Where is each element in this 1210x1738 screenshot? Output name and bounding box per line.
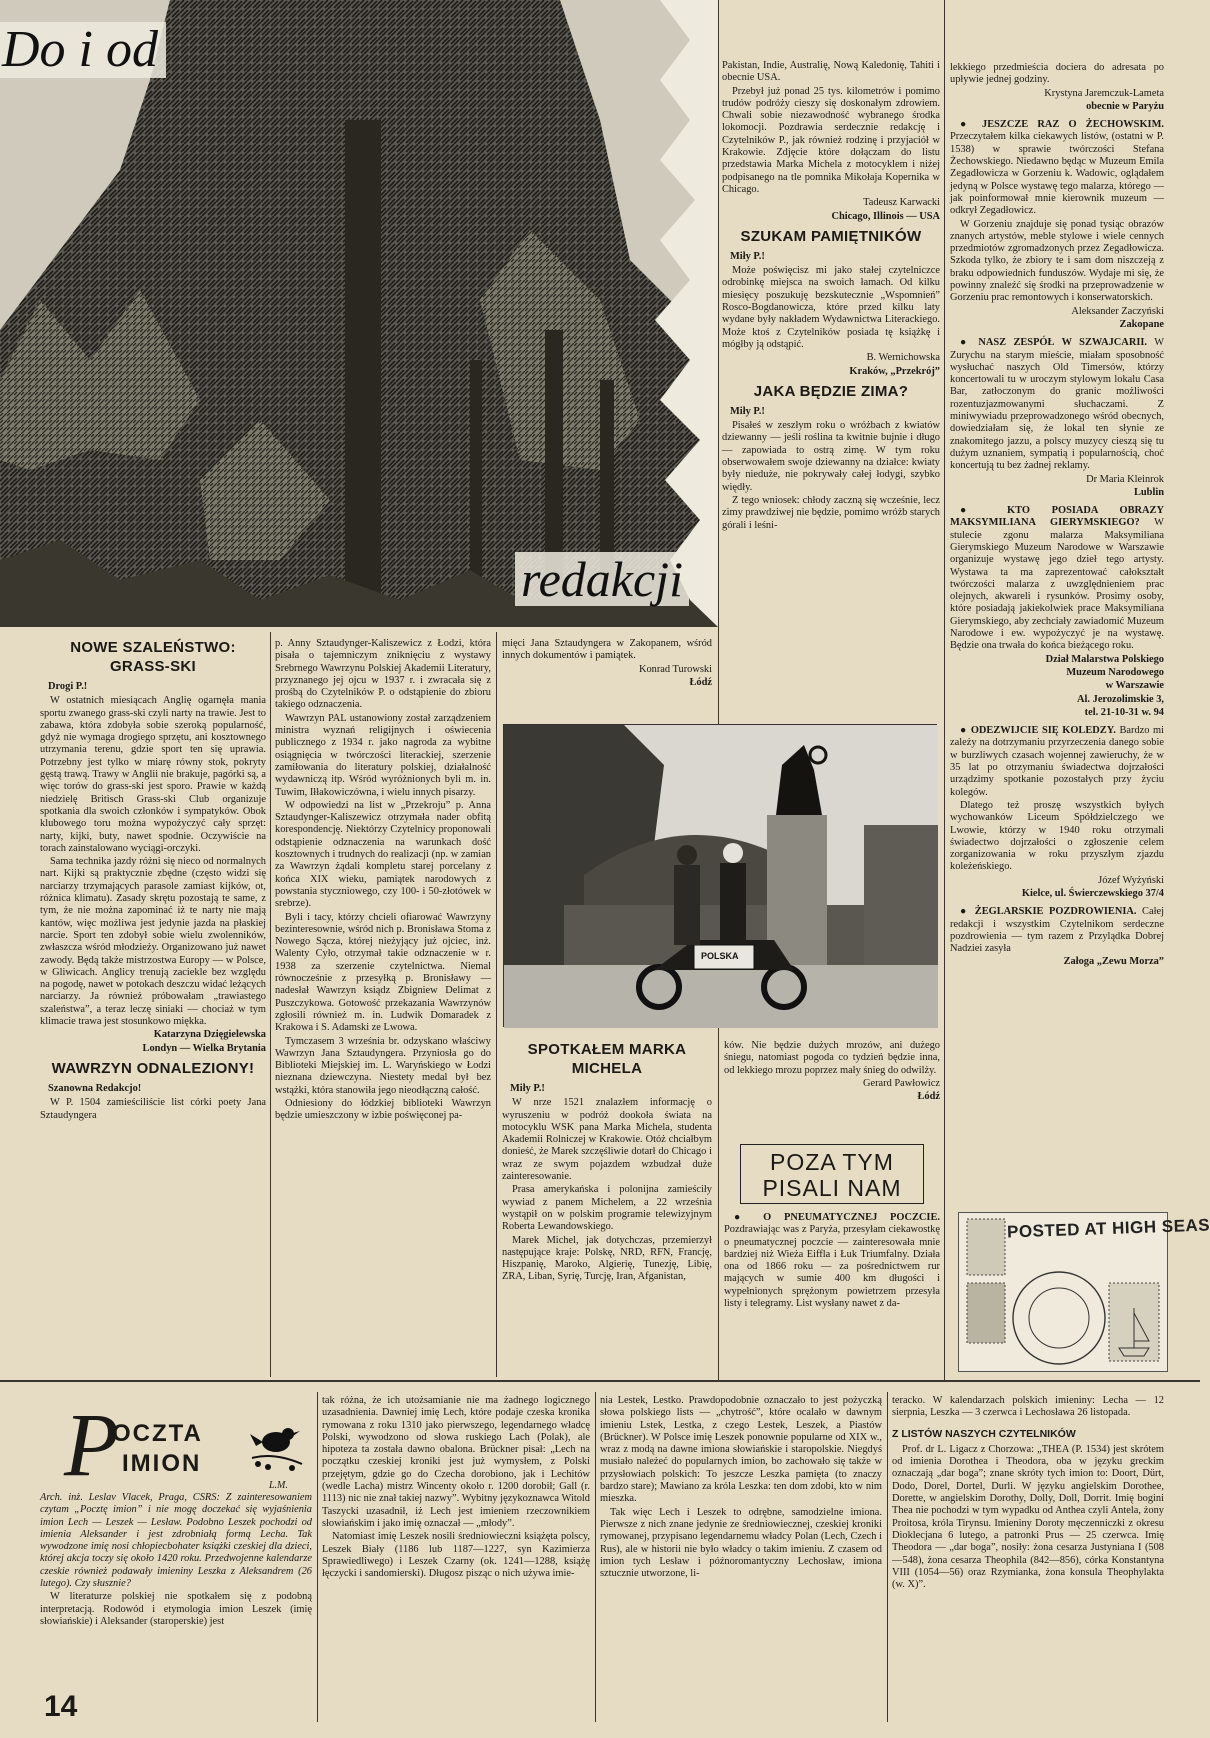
- pneumatyczna-head: ● O PNEUMATYCZNEJ POCZCIE.: [734, 1212, 940, 1223]
- szukam-sig-1: B. Wernichowska: [866, 352, 940, 364]
- gerard-para: ków. Nie będzie dużych mrozów, ani dużego śniegu, natomiast pogoda co tydzień będzie inna, od lekkiego mrozu poprzez mały śnieg do odwilży.: [724, 1040, 940, 1076]
- zechowski-text: Przeczytałem kilka ciekawych listów, (ostatni w P. 1538) w sprawie twórczości Stefana Żechowskiego. Niedawno będąc w Muzeum Emila Zegadłowicza w Gorzeniu k. Wadowic, oglądałem jedyną w Polsce wystawę tego malarza, którego — jak poinformował mnie kierownik muzeum — odkrył Zegadłowicz.: [950, 131, 1164, 217]
- column-3-top: [502, 638, 712, 714]
- gierymski-text: W stulecie zgonu malarza Maksymiliana Gierymskiego Muzeum Narodowe w Warszawie organizuje wystawę jego dzieł tego artysty. Wystawa ta ma zaprezentować całokształt twórczości malarza z uwzględnieniem prac olejnych, akwareli i rysunków. Prosimy osoby, które posiadają jakiekolwiek prace Maksymiliana Gierymskiego, aby zechciały zawiadomić Muzeum Narodowe i ew. wypożyczyć je na wystawę. Będzie ona trwała do końca bieżącego roku.: [950, 517, 1164, 652]
- poza-tym-line-2: PISALI NAM: [762, 1175, 902, 1201]
- column-4: [722, 60, 940, 565]
- grass-ski-sig-2: Londyn — Wielka Brytania: [142, 1042, 266, 1054]
- gerard-sig-1: Gerard Pawłowicz: [862, 1077, 940, 1089]
- grass-ski-para-2: Sama technika jazdy różni się nieco od normalnych nart. Kijki są praktycznie zbędne (często widzi się narciarzy trzymających parasole zamiast kijków, ot, różnica klimatu). Zasady skrętu pozostają te same, z tym, że nie można zapominać iż te narty nie mają kantów, więc możliwa jest jedynie jazda na płaskiej narcie. Sport ten zdobył sobie wielu zwolenników, zwłaszcza wśród młodzieży. Organizowano już nawet zawody. Będą także mistrzostwa Europy — w Polsce, w Gliwicach. Anglicy trenują zaciekle bez względu na pogodę, nawet w potokach deszczu widać leżących narciarzy. Ja również próbowałam „trawiastego szaleństwa”, a teraz leczę siniaki — chociaż w tym klimacie trawa jest stosunkowo miękka.: [40, 856, 266, 1028]
- c5-intro-sig-1: Krystyna Jaremczuk-Lameta: [1044, 87, 1164, 99]
- c2-para-2: Wawrzyn PAL ustanowiony został zarządzeniem ministra wyznań religijnych i oświecenia publicznego z 1934 r. jako nagroda za wybitne osiągnięcia w twórczości literackiej, szerzenie zamiłowania do literatury polskiej, działalność wydawniczą itp. Wśród wyróżnionych byli m. in. Tuwim, Iłłakowiczówna, i wielu innych pisarzy.: [275, 712, 491, 798]
- logo-word-imion: IMION: [122, 1450, 202, 1477]
- gierymski-sig-1: Dział Malarstwa Polskiego: [1045, 653, 1164, 665]
- poza-tym-line-1: POZA TYM: [770, 1149, 894, 1175]
- c5-intro: lekkiego przedmieścia dociera do adresata po upływie jednej godziny.: [950, 62, 1164, 86]
- gerard-sig-2: Łódź: [917, 1091, 940, 1103]
- koledzy-head: ● ODEZWIJCIE SIĘ KOLEDZY.: [960, 725, 1116, 737]
- szukam-title: SZUKAM PAMIĘTNIKÓW: [740, 227, 922, 245]
- gierymski-sig-3: w Warszawie: [1105, 680, 1164, 692]
- column-1: [40, 634, 266, 1376]
- c2-para-1: p. Anny Sztaudynger-Kaliszewicz z Łodzi, która pisała o tajemniczym zniknięciu z wystawy Srebrnego Wawrzynu Polskiej Akademii Literatury, przyznanego jej ojcu w 1937 r. i zwracała się z prośbą do Czytelników P. o odstąpienie do zbioru takiego odznaczenia.: [275, 638, 491, 711]
- page-number: 14: [44, 1690, 78, 1723]
- poczta-imion-logo: [64, 1396, 312, 1498]
- spotkalem-para-2: Prasa amerykańska i polonijna zamieściły wywiad z panem Michelem, a 22 września wystąpił on w polskim programie telewizyjnym Roberta Lewandowskiego.: [502, 1184, 712, 1233]
- zima-salutation: Miły P.!: [730, 405, 765, 417]
- poczta-c2b-text: Natomiast imię Leszek nosili średniowieczni książęta polscy, Leszek Biały (1186 lub 1187—1227, syn Kazimierza Sprawiedliwego) i Leszek Czarny (ok. 1241—1288, książę łęczycki i sandomierski). Długosz pisząc o nich używa imie-: [322, 1531, 590, 1580]
- bird-on-branch-icon: [244, 1412, 306, 1482]
- wawrzyn-title: WAWRZYN ODNALEZIONY!: [51, 1059, 255, 1077]
- koledzy-text: Bardzo mi zależy na dotrzymaniu przyrzeczenia danego sobie w burzliwych czasach wojennej zawieruchy, że w 35 lat po otrzymaniu świadectwa dojrzałości urządzimy spotkanie pozostałych przy życiu kolegów.: [950, 725, 1164, 798]
- c4-sig-2: Chicago, Illinois — USA: [831, 210, 940, 222]
- tree-illustration: [0, 0, 718, 627]
- poczta-c1b-text: W literaturze polskiej nie spotkałem się z podobną interpretacją. Rodowód i etymologia imion Leszek (imię słowiańskie) i Aleksander (staroperskie) jest: [40, 1591, 312, 1627]
- gerard-column: [724, 1040, 940, 1140]
- postal-stamps: [958, 1212, 1210, 1372]
- poczta-c4b-text: Prof. dr L. Ligacz z Chorzowa: „THEA (P. 1534) jest skrótem od imienia Dorothea i Theodora, oba w języku greckim oznaczają „dar boga”; znane skróty tych imion to: Doort, Dürt, Dodo, Dorel, Dortel, Durli. W języku angielskim Dorothee, Dorette, w angielskim Dorothy, Dolly, Doll, Dorrit. Imię bogini Thea nie pochodzi w tym wypadku od Anthea czyli Antela, żony Proitosa, króla Tirynsu. Imieniny Doroty męczenniczki z okresu Dioklecjana 6 lutego, a patronki Prus — 25 czerwca. Imię Theodora — „dar boga”, nosiły: żona cesarza Justyniana I (508—548), żona cesarza Theophila (842—856), córka Konstantyna VIII (1054—56) oraz Rzymianka, żona konsula Theophylakta (w. X)”.: [892, 1443, 1164, 1591]
- zechowski-text-2: W Gorzeniu znajduje się ponad tysiąc obrazów znanych artystów, meble stylowe i wiele cennych przedmiotów zgromadzonych przez Zegadłowicza. Szkoda tylko, że zbiory te i sam dom niszczeją z braku odpowiednich funduszów. Wydaje mi się, że powinny znaleźć się środki na przeprowadzenie w Gorzeniu prac remontowych i konserwatorskich.: [950, 218, 1164, 304]
- zechowski-sig-2: Zakopane: [1119, 318, 1164, 330]
- koledzy-sig-2: Kielce, ul. Świerczewskiego 37/4: [1021, 888, 1164, 899]
- szukam-para: Może poświęcisz mi jako stałej czytelniczce odrobinkę miejsca na swoich łamach. Od kilku miesięcy poszukuję bezskutecznie „Wspomnień” Rosco-Bogdanowicza, które przed kilku laty wydane były nakładem Wydawnictwa Literackiego. Może ktoś z Czytelników posiada tę książkę i mógłby ją odstąpić.: [722, 265, 940, 350]
- photo-illustration: [504, 725, 938, 1028]
- zeglarskie-text: Całej redakcji i wszystkim Czytelnikom serdeczne pozdrowienia — tym razem z Przylądka Dobrej Nadziei zasyła: [950, 906, 1164, 955]
- poczta-c3b-text: Tak więc Lech i Leszek to odrębne, samodzielne imiona. Pierwsze z nich znane jedynie ze średniowiecznej, czeskiej kroniki rymowanej, przypisano legendarnemu władcy Polan (Lech, Czech i Rus), ale w historii nie było władcy o takim imieniu. Z czasem od imion tych Lesław i późnoromantyczny Lechosław, imiona sztucznie utworzone, li-: [600, 1506, 882, 1580]
- c3-sig-1: Konrad Turowski: [638, 663, 712, 675]
- pneumatyczna-text: Pozdrawiając was z Paryża, przesyłam ciekawostkę o pneumatycznej poczcie — zainteresowała mnie bardziej niż Wieża Eiffla i Łuk Triumfalny. Działa ona od 1866 roku — za pośrednictwem rur mających w sumie 400 km długości i wypełnionych sprężonym powietrzem przesyła listy i telegramy. List wysłany nawet z da-: [724, 1224, 940, 1310]
- column-5: [950, 62, 1164, 1172]
- poczta-c4-text: teracko. W kalendarzach polskich imieniny: Lecha — 12 sierpnia, Leszka — 3 czerwca i Lechosława 26 listopada.: [892, 1395, 1164, 1419]
- gierymski-head: ● KTO POSIADA OBRAZY MAKSYMILIANA GIERYMSKIEGO?: [950, 505, 1164, 529]
- zima-para-1: Pisałeś w zeszłym roku o wróżbach z kwiatów dziewanny — jeśli roślina ta kwitnie bujnie i długo — zapowiada to ostrą zimę. W tym roku obserwowałem swoje dziewanny na działce: kwiaty były nieduże, nie pokrywały całej łodygi, szybko więdły.: [722, 420, 940, 493]
- grass-ski-title: NOWE SZALEŃSTWO: GRASS-SKI: [70, 639, 236, 675]
- logo-signature: L.M.: [269, 1480, 288, 1491]
- poczta-column-1: [40, 1492, 312, 1712]
- c4-sig-1: Tadeusz Karwacki: [863, 197, 940, 209]
- spotkalem-title: SPOTKAŁEM MARKA MICHELA: [527, 1041, 687, 1077]
- gierymski-sig-5: tel. 21-10-31 w. 94: [1084, 706, 1164, 718]
- logo-word-poczta: OCZTA: [112, 1420, 203, 1447]
- poczta-c2-text: tak różna, że ich utożsamianie nie ma żadnego logicznego uzasadnienia. Dawniej imię Lech, które podaje czeska kronika rymowana z roku 1310 jako pierwszego, legendarnego władcę Polski, wywodzono od słowa ruskiego Lach (Polak), ale hipoteza ta została dawno obalona. Brückner pisał: „Lech na początku czeskiej kroniki jest już wymysłem, z Polski przejętym, gdzie go do Czecha dorobiono, jak i Lechitów (wedle Lacha) mistrz Wincenty około r. 1200 dorobił; Gall (r. 1113) nic nie znał takiej nazwy”. Wybitny językoznawca Witold Taszycki uzasadnił, iż Lech jest imieniem rzeczownikiem słowiańskim i jako imię oznaczał — „młody”.: [322, 1395, 590, 1529]
- koledzy-sig-1: Józef Wyżyński: [1098, 874, 1164, 886]
- c4-para-2: Przebył już ponad 25 tys. kilometrów i pomimo trudów podróży cieszy się doskonałym zdrowiem. Chwali sobie niezawodność wybranego środka lokomocji. Pozdrawia serdecznie redakcję i Czytelników P., jak również rodzinę i przyjaciół w Krakowie. Zdjęcie które dołączam do listu przedstawia Marka Michela z motocyklem i niżej podpisanego na tle pomnika Mikołaja Kopernika w Chicago.: [722, 85, 940, 195]
- c3-para: mięci Jana Sztaudyngera w Zakopanem, wśród innych dokumentów i pamiątek.: [502, 638, 712, 662]
- zespol-head: ● NASZ ZESPÓŁ W SZWAJCARII.: [960, 337, 1148, 349]
- wawrzyn-salutation: Szanowna Redakcjo!: [48, 1082, 142, 1094]
- poczta-c4-head: Z LISTÓW NASZYCH CZYTELNIKÓW: [892, 1427, 1076, 1440]
- szukam-salutation: Miły P.!: [730, 250, 765, 262]
- poczta-c1-text: Arch. inż. Leslav Vlacek, Praga, CSRS: Z zainteresowaniem czytam „Pocztę imion” i nie mogę doczekać się wyjaśnienia imion Lech — Leszek — Lesław. Podobno Leszek pochodzi od imienia Aleksander i jest zdrobniałą formą Lecha. Tak wywodzone imię nosi chłopiecbohater książki czeskiej dla dzieci, której akcja toczy się około 1420 roku. Przedwojenne kalendarze czeskie również podawały imieniny Leszka z Aleksandrem (26 lutego). Czy słusznie?: [40, 1492, 312, 1590]
- spotkalem-salutation: Miły P.!: [510, 1083, 545, 1094]
- zechowski-sig-1: Aleksander Zaczyński: [1071, 305, 1164, 317]
- poczta-column-3: [600, 1395, 882, 1720]
- grass-ski-salutation: Drogi P.!: [48, 681, 88, 692]
- c3-sig-2: Łódź: [689, 676, 712, 688]
- gierymski-sig-2: Muzeum Narodowego: [1066, 666, 1164, 678]
- c2-para-3: W odpowiedzi na list w „Przekroju” p. Anna Sztaudynger-Kaliszewicz otrzymała nader obfitą korespondencję. Niektórzy Czytelnicy proponowali odstąpienie odznaczenia na warunkach dość kosztownych i trudnych do realizacji (np. w zamian za Wawrzyn żądali kompletu starej porcelany z końca XIX wieku, pamiątek narodowych z powstania styczniowego, czy 100- i 50-złotówek w srebrze).: [275, 799, 491, 910]
- poczta-column-4: [892, 1395, 1164, 1720]
- zechowski-head: ● JESZCZE RAZ O ŻECHOWSKIM.: [960, 119, 1164, 131]
- spotkalem-para-1: W nrze 1521 znalazłem informację o wyruszeniu w podróż dookoła świata na motocyklu WSK pana Marka Michela, studenta Akademii Rolniczej w Krakowie. Otóż chciałbym donieść, że Marek szczęśliwie dotarł do Chicago i wraz ze swym pojazdem wzbudzał duże zainteresowanie.: [502, 1097, 712, 1183]
- photo-caption: POLSKA: [701, 951, 739, 961]
- poczta-column-2: [322, 1395, 590, 1720]
- banner-left: Do i od: [0, 22, 166, 78]
- gierymski-sig-4: Al. Jerozolimskie 3,: [1077, 693, 1164, 705]
- pneumatyczna-column: [724, 1212, 940, 1378]
- c2-para-5: Tymczasem 3 września br. odzyskano właściwy Wawrzyn Jana Sztaudyngera. Przyniosła go do Biblioteki Miejskiej im. L. Waryńskiego w Łodzi nieznana dziewczyna. Niestety medal był bez wstążki, która stanowiła jego nieodłączną całość.: [275, 1035, 491, 1096]
- koledzy-text-2: Dlatego też proszę wszystkich byłych wychowanków Liceum Spółdzielczego we Lwowie, którzy w 1940 roku otrzymali świadectwo dojrzałości o zgłoszenie celem zorganizowania w roku przyszłym zjazdu koleżeńskiego.: [950, 799, 1164, 873]
- tree-photo: [0, 0, 718, 627]
- wawrzyn-para: W P. 1504 zamieściliście list córki poety Jana Sztaudyngera: [40, 1097, 266, 1121]
- zeglarskie-sig: Załoga „Zewu Morza”: [1063, 956, 1164, 968]
- poczta-c3-text: nia Lestek, Lestko. Prawdopodobnie oznaczało to jest pożyczką słowa polskiego lists — „chytrość”, które ocalało w dawnym imieniu Lstek, Lestka, z czego Lestek, Leszek, a Piastów (Brückner). W Polsce imię Leszek ponownie popularne od XIX w., wraz z modą na dawne imiona słowiańskie i staropolskie. Niegdyś musiało należeć do popularnych imion, bo zachowało się także w przysłowiach polskich: To jeszcze Leszka pamięta (to znaczy bardzo stare); Mawiano za króla Leszka: ten dom zdobi, kto w nim mieszka.: [600, 1395, 882, 1505]
- c2-para-4: Byli i tacy, którzy chcieli ofiarować Wawrzyny bezinteresownie, wśród nich p. Bronisława Stoma z Nowego Sącza, której nieżyjący już ojciec, inż. Walenty Cyło, otrzymał takie odznaczenie w r. 1938 za szerzenie czytelnictwa. Niemal równocześnie z przesyłką p. Bronisławy — nadesłał Wawrzyn ksiądz Zbigniew Delimat z Puszczykowa. Gotowość przekazania Wawrzynów zgłosili również m. in. Ludwik Domaradek z Krakowa i S. Adamski ze Lwowa.: [275, 911, 491, 1034]
- stamp-text: POSTED AT HIGH SEAS: [1006, 1215, 1210, 1242]
- zespol-sig-2: Lublin: [1133, 486, 1164, 498]
- zima-para-2: Z tego wniosek: chłody zaczną się wcześnie, lecz zimy prawdziwej nie będzie, pomimo wróżb starych górali i leśni-: [722, 494, 940, 531]
- szukam-sig-2: Kraków, „Przekrój”: [849, 365, 940, 377]
- c5-intro-sig-2: obecnie w Paryżu: [1086, 100, 1164, 112]
- zespol-sig-1: Dr Maria Kleinrok: [1086, 473, 1164, 485]
- poza-tym-box: [740, 1144, 924, 1204]
- zima-title: JAKA BĘDZIE ZIMA?: [753, 382, 909, 400]
- zeglarskie-head: ● ŻEGLARSKIE POZDROWIENIA.: [960, 906, 1137, 918]
- spotkalem-para-3: Marek Michel, jak dotychczas, przemierzył następujące kraje: Polskę, NRD, RFN, Francję, Hiszpanię, Maroko, Algierię, Tunezję, Libię, ZRA, Liban, Syrię, Turcję, Iran, Afganistan,: [502, 1234, 712, 1283]
- zespol-text: W Zurychu na starym mieście, miałam sposobność wysłuchać naszych Old Timersów, którzy koncertowali tu w uroczym stylowym lokalu Casa Bar, zatłoczonym do granic możliwości rozentuzjazmowanymi słuchaczami. Z miniwywiadu przeprowadzonego wśród obecnych, dowiedziałam się, że lokal ten słynie ze znakomitego jazzu, a polscy muzycy cieszą się tu dużym uznaniem, sympatią i popularnością, choć koncertują tu bez żadnej reklamy.: [950, 337, 1164, 472]
- grass-ski-para-1: W ostatnich miesiącach Anglię ogarnęła mania sportu zwanego grass-ski czyli narty na trawie. Jest to zabawa, która zdobyła sobie szeroką popularność, gdyż nie wymaga drogiego sprzętu, ani kosztownego utrzymania terenu, gdzie sport ten się uprawia. Potrzebny jest tylko w miarę równy stok, pokryty gęstą trawą. Trawy w Anglii nie brakuje, pagórki są, a więc torów do grass-ski jest sporo. Prawie w każdą niedzielę Britisch Grass-ski Club organizuje spotkania dla swoich członków i sympatyków. Obok klubowego toru można wypożyczyć cały sprzęt: narty, kijki, buty, nawet spodnie. Oczywiście na torach zainstalowano wyciągi-orczyki.: [40, 695, 266, 854]
- c2-para-6: Odniesiony do łódzkiej biblioteki Wawrzyn będzie umieszczony w izbie poświęconej pa-: [275, 1097, 491, 1122]
- spotkalem-column: [502, 1036, 712, 1378]
- banner-right: redakcji: [515, 552, 689, 606]
- column-2: [275, 638, 491, 1378]
- grass-ski-sig-1: Katarzyna Dzięgielewska: [153, 1029, 266, 1041]
- logo-letter-p: P: [64, 1396, 119, 1495]
- motorcycle-photo: [503, 724, 937, 1027]
- c4-para-1: Pakistan, Indie, Australię, Nową Kaledonię, Tahiti i obecnie USA.: [722, 60, 940, 84]
